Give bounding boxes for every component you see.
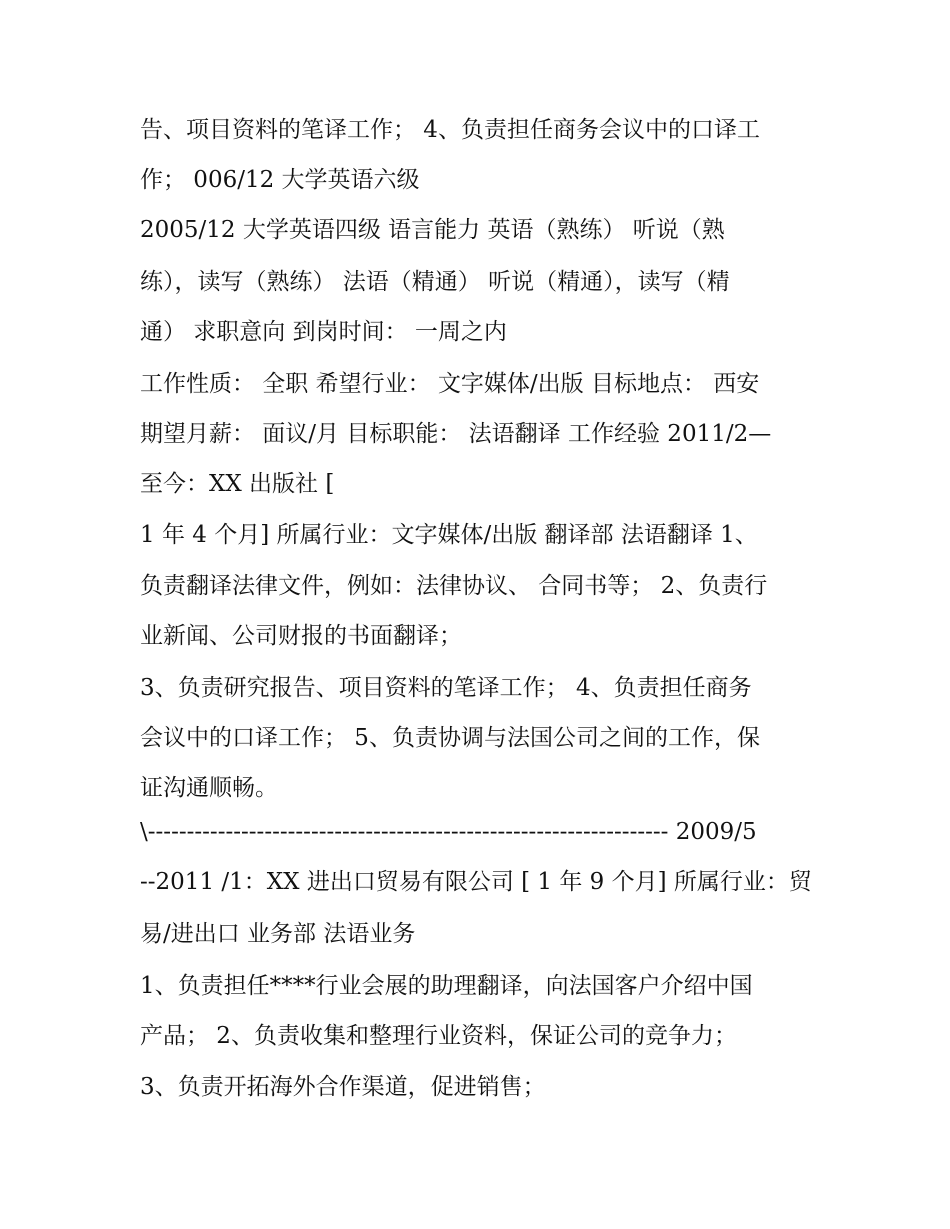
- text-line: 3、负责研究报告、项目资料的笔译工作； 4、负责担任商务: [140, 675, 752, 701]
- text-line: 负责翻译法律文件，例如：法律协议、 合同书等； 2、负责行: [140, 573, 768, 599]
- text-line: 证沟通顺畅。: [140, 775, 278, 801]
- text-line: --2011 /1：XX 进出口贸易有限公司 [ 1 年 9 个月] 所属行业：贸: [140, 869, 812, 895]
- text-line: 期望月薪： 面议/月 目标职能： 法语翻译 工作经验 2011/2—: [140, 421, 772, 447]
- text-line: 练），读写（熟练） 法语（精通） 听说（精通），读写（精: [140, 269, 730, 295]
- text-line: 告、项目资料的笔译工作； 4、负责担任商务会议中的口译工: [140, 117, 760, 143]
- text-line: 工作性质： 全职 希望行业： 文字媒体/出版 目标地点： 西安: [140, 371, 760, 397]
- text-line: 2005/12 大学英语四级 语言能力 英语（熟练） 听说（熟: [140, 217, 725, 243]
- text-line: 1、负责担任****行业会展的助理翻译，向法国客户介绍中国: [140, 973, 753, 999]
- text-line: 会议中的口译工作； 5、负责协调与法国公司之间的工作，保: [140, 725, 760, 751]
- separator-line: \------------------------------------------------------------------- 2009/5: [140, 819, 757, 845]
- text-line: 通） 求职意向 到岗时间： 一周之内: [140, 319, 507, 345]
- text-line: 作； 006/12 大学英语六级: [140, 167, 420, 193]
- text-line: 易/进出口 业务部 法语业务: [140, 921, 416, 947]
- text-line: 1 年 4 个月] 所属行业：文字媒体/出版 翻译部 法语翻译 1、: [140, 522, 758, 548]
- text-line: 产品； 2、负责收集和整理行业资料，保证公司的竞争力；: [140, 1023, 737, 1049]
- text-line: 业新闻、公司财报的书面翻译；: [140, 623, 462, 649]
- text-line: 至今：XX 出版社 [: [140, 471, 335, 497]
- text-line: 3、负责开拓海外合作渠道，促进销售；: [140, 1074, 546, 1100]
